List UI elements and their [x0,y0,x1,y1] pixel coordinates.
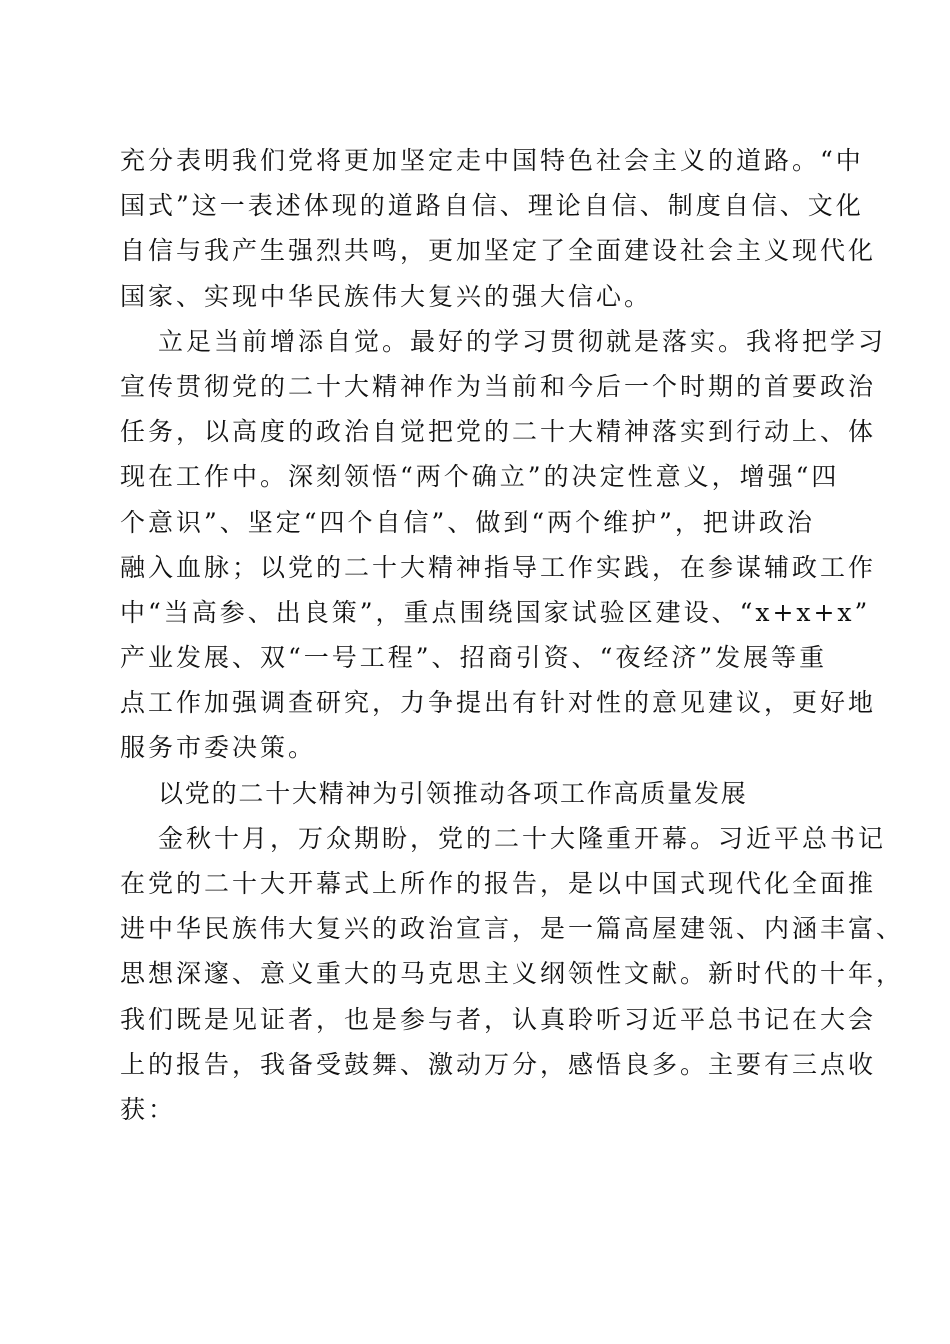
paragraph-3 [120,816,905,1132]
paragraph-line: 立足当前增添自觉。最好的学习贯彻就是落实。我将把学习 [158,326,887,356]
paragraph-line: 国式”这一表述体现的道路自信、理论自信、制度自信、文化 [120,191,864,221]
paragraph-line: 国家、实现中华民族伟大复兴的强大信心。 [120,281,653,311]
paragraph-line: 融入血脉；以党的二十大精神指导工作实践，在参谋辅政工作 [120,552,877,582]
paragraph-line: 进中华民族伟大复兴的政治宣言，是一篇高屋建瓴、内涵丰富、 [120,914,905,944]
paragraph-line: 中“当高参、出良策”，重点围绕国家试验区建设、“x+x+x” [120,597,871,627]
paragraph-line: 上的报告，我备受鼓舞、激动万分，感悟良多。主要有三点收 [120,1049,877,1079]
paragraph-line: 产业发展、双“一号工程”、招商引资、“夜经济”发展等重 [120,643,828,673]
paragraph-line: 我们既是见证者，也是参与者，认真聆听习近平总书记在大会 [120,1004,877,1034]
paragraph-1 [120,138,877,319]
paragraph-line: 获： [120,1094,177,1124]
section-heading [120,771,835,816]
paragraph-line: 充分表明我们党将更加坚定走中国特色社会主义的道路。“中 [120,146,864,175]
paragraph-line: 现在工作中。深刻领悟“两个确立”的决定性意义，增强“四 [120,462,840,492]
paragraph-2 [120,319,887,771]
paragraph-line: 自信与我产生强烈共鸣，更加坚定了全面建设社会主义现代化 [120,236,877,266]
paragraph-line: 服务市委决策。 [120,733,317,763]
paragraph-line: 点工作加强调查研究，力争提出有针对性的意见建议，更好地 [120,688,877,718]
paragraph-line: 宣传贯彻党的二十大精神作为当前和今后一个时期的首要政治 [120,371,877,401]
document-body [120,138,905,1132]
section-heading-text: 以党的二十大精神为引领推动各项工作高质量发展 [158,778,748,808]
paragraph-line: 金秋十月，万众期盼，党的二十大隆重开幕。习近平总书记 [158,823,887,853]
paragraph-line: 个意识”、坚定“四个自信”、做到“两个维护”，把讲政治 [120,507,815,537]
paragraph-line: 在党的二十大开幕式上所作的报告，是以中国式现代化全面推 [120,869,877,898]
paragraph-line: 思想深邃、意义重大的马克思主义纲领性文献。新时代的十年， [120,959,905,989]
paragraph-line: 任务，以高度的政治自觉把党的二十大精神落实到行动上、体 [120,417,877,447]
